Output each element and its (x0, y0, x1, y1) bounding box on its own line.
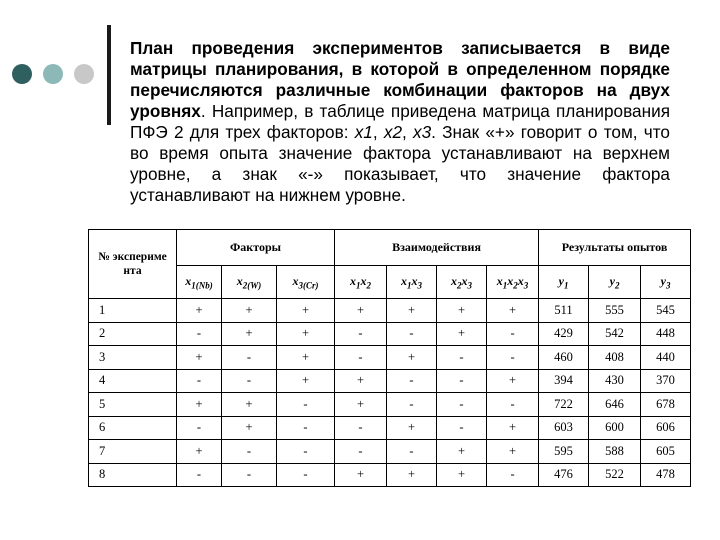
bold-intro: План проведения экспериментов записывается в виде матрицы планирования, в которой в определенном порядке перечисляются различные комбинации факторов на двух уровнях (130, 38, 670, 121)
col-label-5: $x_1x_3$ (387, 266, 437, 299)
col-label-2: $x_{2(W)}$ (222, 266, 277, 299)
sign-cell: + (335, 393, 387, 417)
sign-cell: + (277, 322, 335, 346)
sign-cell: + (437, 440, 487, 464)
result-cell: 460 (539, 346, 589, 370)
sign-cell: - (437, 393, 487, 417)
sign-cell: - (487, 346, 539, 370)
sign-cell: - (487, 463, 539, 487)
result-cell: 603 (539, 416, 589, 440)
table-row (89, 369, 691, 393)
sign-cell: + (177, 346, 222, 370)
col-label-8: $y_1$ (539, 266, 589, 299)
result-cell: 440 (641, 346, 691, 370)
separator: , (372, 122, 384, 142)
dot-light (74, 64, 94, 84)
col-label-10: $y_3$ (641, 266, 691, 299)
sign-cell: + (387, 463, 437, 487)
sign-cell: + (387, 299, 437, 323)
sign-cell: + (177, 440, 222, 464)
result-cell: 600 (589, 416, 641, 440)
sign-cell: - (177, 322, 222, 346)
sign-cell: - (437, 346, 487, 370)
experiment-number: 1 (89, 299, 177, 323)
col-label-6: $x_2x_3$ (437, 266, 487, 299)
sign-cell: - (387, 369, 437, 393)
group-header-results: Результаты опытов (539, 230, 691, 266)
sign-cell: - (177, 369, 222, 393)
sign-cell: + (487, 369, 539, 393)
dot-dark (12, 64, 32, 84)
table-row (89, 322, 691, 346)
dot-mid (43, 64, 63, 84)
col-label-9: $y_2$ (589, 266, 641, 299)
sign-cell: - (335, 346, 387, 370)
sign-cell: - (387, 440, 437, 464)
col-label-7: $x_1x_2x_3$ (487, 266, 539, 299)
text-part-3: . Знак «+» говорит о том, что во время опыта значение фактора устанавливают на верхнем уровне, а знак «-» показывает, что значение фактора устанавливают на нижнем уровне. (130, 122, 670, 205)
table-row (89, 299, 691, 323)
result-cell: 370 (641, 369, 691, 393)
sign-cell: - (335, 322, 387, 346)
column-label-row (89, 266, 691, 299)
result-cell: 722 (539, 393, 589, 417)
sign-cell: + (387, 346, 437, 370)
sign-cell: + (335, 369, 387, 393)
sign-cell: + (487, 440, 539, 464)
result-cell: 542 (589, 322, 641, 346)
sign-cell: - (437, 369, 487, 393)
result-cell: 555 (589, 299, 641, 323)
result-cell: 606 (641, 416, 691, 440)
experiment-number: 7 (89, 440, 177, 464)
col-header-experiment-number: № экспериме нта (89, 230, 177, 299)
experiment-number: 4 (89, 369, 177, 393)
sign-cell: + (437, 322, 487, 346)
group-header-interactions: Взаимодействия (335, 230, 539, 266)
sign-cell: + (387, 416, 437, 440)
table-row (89, 346, 691, 370)
sign-cell: + (437, 299, 487, 323)
header-row (89, 230, 691, 266)
result-cell: 448 (641, 322, 691, 346)
text-part-2: . Например, в таблице приведена матрица планирования ПФЭ 2 для трех факторов: (130, 101, 670, 142)
table-row (89, 416, 691, 440)
sign-cell: + (277, 369, 335, 393)
intro-paragraph (130, 38, 670, 206)
factor-x2: х2 (383, 122, 403, 142)
planning-matrix-table (88, 229, 691, 487)
table-body (89, 299, 691, 487)
experiment-number: 2 (89, 322, 177, 346)
sign-cell: + (335, 463, 387, 487)
sign-cell: + (437, 463, 487, 487)
group-header-factors: Факторы (177, 230, 335, 266)
result-cell: 588 (589, 440, 641, 464)
separator: , (402, 122, 414, 142)
sign-cell: - (277, 463, 335, 487)
sign-cell: - (335, 440, 387, 464)
sign-cell: + (222, 416, 277, 440)
result-cell: 476 (539, 463, 589, 487)
experiment-number: 5 (89, 393, 177, 417)
result-cell: 522 (589, 463, 641, 487)
sign-cell: + (277, 346, 335, 370)
sign-cell: + (487, 416, 539, 440)
sign-cell: - (387, 322, 437, 346)
sign-cell: + (177, 299, 222, 323)
result-cell: 394 (539, 369, 589, 393)
sign-cell: + (222, 299, 277, 323)
sign-cell: - (387, 393, 437, 417)
result-cell: 605 (641, 440, 691, 464)
sign-cell: - (222, 463, 277, 487)
sign-cell: + (222, 322, 277, 346)
vertical-divider (107, 25, 111, 125)
sign-cell: - (277, 393, 335, 417)
result-cell: 408 (589, 346, 641, 370)
sign-cell: + (277, 299, 335, 323)
sign-cell: - (487, 393, 539, 417)
result-cell: 646 (589, 393, 641, 417)
sign-cell: + (487, 299, 539, 323)
col-label-4: $x_1x_2$ (335, 266, 387, 299)
sign-cell: + (335, 299, 387, 323)
sign-cell: - (222, 346, 277, 370)
sign-cell: - (335, 416, 387, 440)
sign-cell: - (437, 416, 487, 440)
sign-cell: - (177, 463, 222, 487)
result-cell: 429 (539, 322, 589, 346)
result-cell: 545 (641, 299, 691, 323)
table-row (89, 440, 691, 464)
col-label-3: $x_{3(Cr)}$ (277, 266, 335, 299)
factor-x3: х3 (413, 122, 432, 142)
sign-cell: - (177, 416, 222, 440)
result-cell: 678 (641, 393, 691, 417)
table-row (89, 393, 691, 417)
table-row (89, 463, 691, 487)
experiment-number: 8 (89, 463, 177, 487)
experiment-number: 3 (89, 346, 177, 370)
experiment-number: 6 (89, 416, 177, 440)
result-cell: 511 (539, 299, 589, 323)
result-cell: 430 (589, 369, 641, 393)
result-cell: 595 (539, 440, 589, 464)
sign-cell: + (177, 393, 222, 417)
factor-x1: х1 (354, 122, 373, 142)
sign-cell: - (277, 416, 335, 440)
sign-cell: + (222, 393, 277, 417)
col-label-1: $x_{1(Nb)}$ (177, 266, 222, 299)
sign-cell: - (487, 322, 539, 346)
result-cell: 478 (641, 463, 691, 487)
sign-cell: - (222, 440, 277, 464)
sign-cell: - (222, 369, 277, 393)
sign-cell: - (277, 440, 335, 464)
